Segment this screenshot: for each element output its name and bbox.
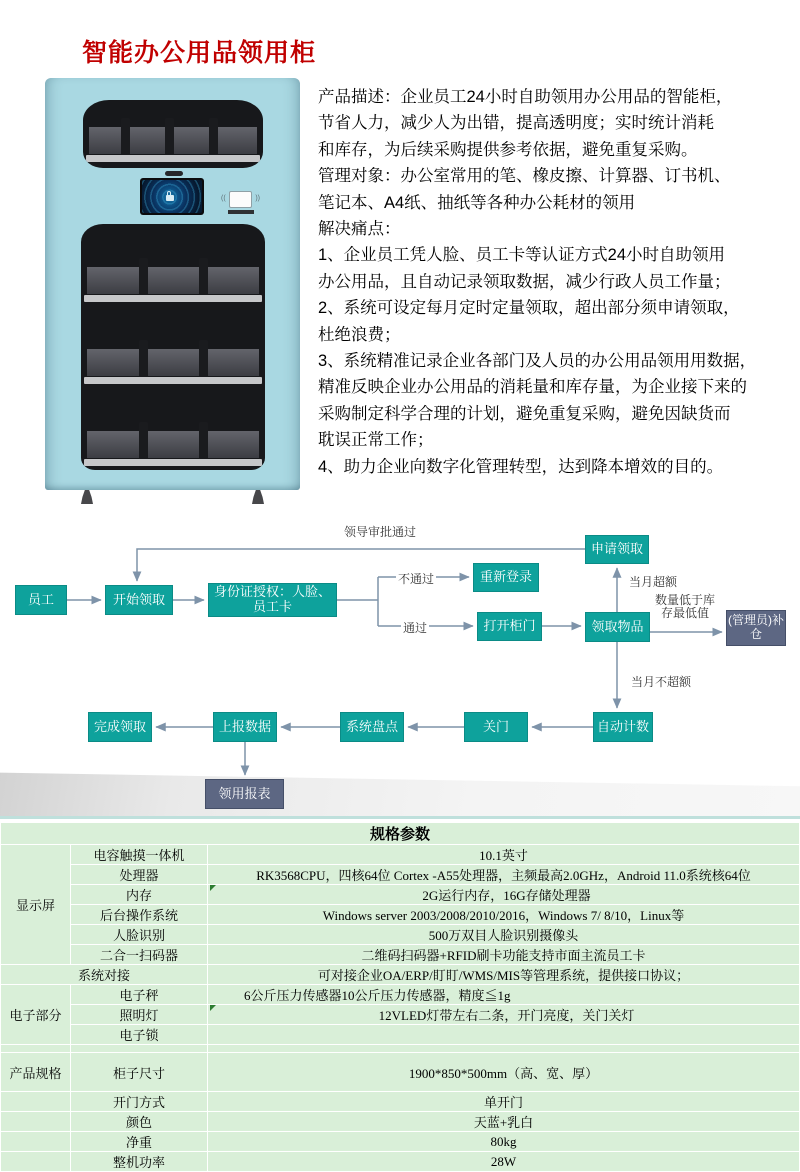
desc-line: 和库存，为后续采购提供参考依据，避免重复采购。 — [318, 140, 698, 159]
flow-node-auto-count: 自动计数 — [593, 712, 653, 742]
flow-node-usage-report: 领用报表 — [205, 779, 284, 809]
process-flowchart — [0, 515, 800, 819]
table-row — [1, 1005, 800, 1025]
flow-node-start-pickup: 开始领取 — [105, 585, 173, 615]
flow-label-over-quota: 当月超额 — [629, 575, 678, 589]
flow-node-apply-pickup: 申请领取 — [585, 535, 649, 564]
label-cell: 开门方式 — [71, 1092, 208, 1112]
label-cell: 内存 — [71, 885, 208, 905]
label-cell-system-integration: 系统对接 — [1, 965, 208, 985]
value-cell: 12VLED灯带左右二条，开门亮度，关门关灯 — [208, 1005, 800, 1025]
product-description — [318, 84, 800, 480]
desc-line: 精准反映企业办公用品的消耗量和库存量，为企业接下来的 — [318, 378, 747, 397]
cabinet-main-window — [81, 224, 265, 470]
group-cell-display: 显示屏 — [1, 845, 71, 965]
vent-slot — [165, 171, 183, 176]
label-cell: 整机功率 — [71, 1152, 208, 1172]
flow-node-employee: 员工 — [15, 585, 67, 615]
value-cell: 500万双目人脸识别摄像头 — [208, 925, 800, 945]
flow-node-relogin: 重新登录 — [473, 563, 539, 592]
flow-label-below-stock: 数量低于库存最低值 — [654, 593, 715, 620]
table-row — [1, 905, 800, 925]
desc-line: 4、助力企业向数字化管理转型，达到降本增效的目的。 — [318, 457, 724, 476]
table-row — [1, 965, 800, 985]
cabinet-foot — [81, 490, 93, 504]
desc-line: 1、企业员工凭人脸、员工卡等认证方式24小时自助领用 — [318, 246, 726, 265]
flow-label-fail: 不通过 — [398, 572, 435, 586]
table-row — [1, 1092, 800, 1112]
value-cell — [208, 1025, 800, 1045]
flow-label-not-over-quota: 当月不超额 — [631, 675, 692, 689]
flow-node-finish-pickup: 完成领取 — [88, 712, 152, 742]
desc-line: 产品描述：企业员工24小时自助领用办公用品的智能柜， — [318, 88, 733, 106]
desc-line: 节省人力，减少人为出错，提高透明度；实时统计消耗 — [318, 114, 714, 133]
desc-line: 采购制定科学合理的计划，避免重复采购，避免因缺货而 — [318, 404, 731, 423]
table-row — [1, 885, 800, 905]
group-cell-product-spec: 产品规格 — [1, 1053, 71, 1092]
value-cell: RK3568CPU，四核64位 Cortex -A55处理器，主频最高2.0GHz，Android 11.0系统核64位 — [208, 865, 800, 885]
table-row — [1, 865, 800, 885]
table-row — [1, 845, 800, 865]
table-row — [1, 1132, 800, 1152]
flow-connectors — [0, 515, 800, 819]
table-header-row — [1, 823, 800, 845]
flow-node-system-inventory: 系统盘点 — [340, 712, 404, 742]
spec-table-title: 规格参数 — [1, 823, 800, 845]
desc-line: 杜绝浪费； — [318, 325, 401, 344]
value-cell: 1900*850*500mm（高、宽、厚） — [208, 1053, 800, 1092]
value-cell: 2G运行内存，16G存储处理器 — [208, 885, 800, 905]
lock-icon — [166, 195, 174, 201]
label-cell: 处理器 — [71, 865, 208, 885]
card-reader-label — [228, 210, 254, 214]
label-cell: 颜色 — [71, 1112, 208, 1132]
desc-line: 解决痛点： — [318, 220, 401, 239]
label-cell: 电容触摸一体机 — [71, 845, 208, 865]
flow-node-open-door: 打开柜门 — [477, 612, 542, 641]
flow-node-admin-restock: (管理员)补仓 — [726, 610, 786, 646]
value-cell: 二维码扫码器+RFID刷卡功能支持市面主流员工卡 — [208, 945, 800, 965]
table-row — [1, 1152, 800, 1172]
card-reader — [229, 191, 252, 208]
desc-line: 耽误正常工作； — [318, 431, 434, 450]
spec-table — [0, 822, 800, 1172]
table-row — [1, 1025, 800, 1045]
product-cabinet-image — [45, 78, 300, 490]
label-cell: 后台操作系统 — [71, 905, 208, 925]
label-cell: 电子锁 — [71, 1025, 208, 1045]
desc-line: 管理对象：办公室常用的笔、橡皮擦、计算器、订书机、 — [318, 167, 731, 186]
page-title: 智能办公用品领用柜 — [82, 39, 317, 67]
spacer-row — [1, 1045, 800, 1053]
label-cell: 照明灯 — [71, 1005, 208, 1025]
table-row — [1, 925, 800, 945]
desc-line: 办公用品，且自动记录领取数据，减少行政人员工作量； — [318, 272, 731, 291]
flow-label-approved: 领导审批通过 — [344, 525, 417, 539]
value-cell: 28W — [208, 1152, 800, 1172]
flow-node-identity-auth: 身份证授权：人脸、员工卡 — [208, 583, 337, 617]
value-cell: 可对接企业OA/ERP/盯盯/WMS/MIS等管理系统，提供接口协议； — [208, 965, 800, 985]
desc-line: 笔记本、A4纸、抽纸等各种办公耗材的领用 — [318, 193, 636, 212]
cabinet-foot — [252, 490, 264, 504]
touch-screen — [140, 178, 204, 215]
flow-node-report-data: 上报数据 — [213, 712, 277, 742]
label-cell: 二合一扫码器 — [71, 945, 208, 965]
label-cell: 柜子尺寸 — [71, 1053, 208, 1092]
comment-marker-icon — [210, 885, 216, 891]
cabinet-top-window — [83, 100, 263, 168]
comment-marker-icon — [210, 1005, 216, 1011]
table-row — [1, 945, 800, 965]
value-cell: 80kg — [208, 1132, 800, 1152]
value-cell: Windows server 2003/2008/2010/2016，Windows 7/ 8/10，Linux等 — [208, 905, 800, 925]
label-cell: 人脸识别 — [71, 925, 208, 945]
value-cell: 10.1英寸 — [208, 845, 800, 865]
value-cell: 天蓝+乳白 — [208, 1112, 800, 1132]
table-row — [1, 985, 800, 1005]
flow-node-take-items: 领取物品 — [585, 612, 650, 642]
desc-line: 3、系统精准记录企业各部门及人员的办公用品领用用数据， — [318, 352, 757, 371]
label-cell: 电子秤 — [71, 985, 208, 1005]
label-cell: 净重 — [71, 1132, 208, 1152]
value-cell: 单开门 — [208, 1092, 800, 1112]
group-cell-electronics: 电子部分 — [1, 985, 71, 1045]
desc-line: 2、系统可设定每月定时定量领取，超出部分须申请领取， — [318, 299, 740, 318]
flow-node-close-door: 关门 — [464, 712, 528, 742]
table-row — [1, 1053, 800, 1092]
flow-label-pass: 通过 — [403, 621, 428, 635]
value-cell: 6公斤压力传感器10公斤压力传感器，精度≦1g — [208, 985, 800, 1005]
